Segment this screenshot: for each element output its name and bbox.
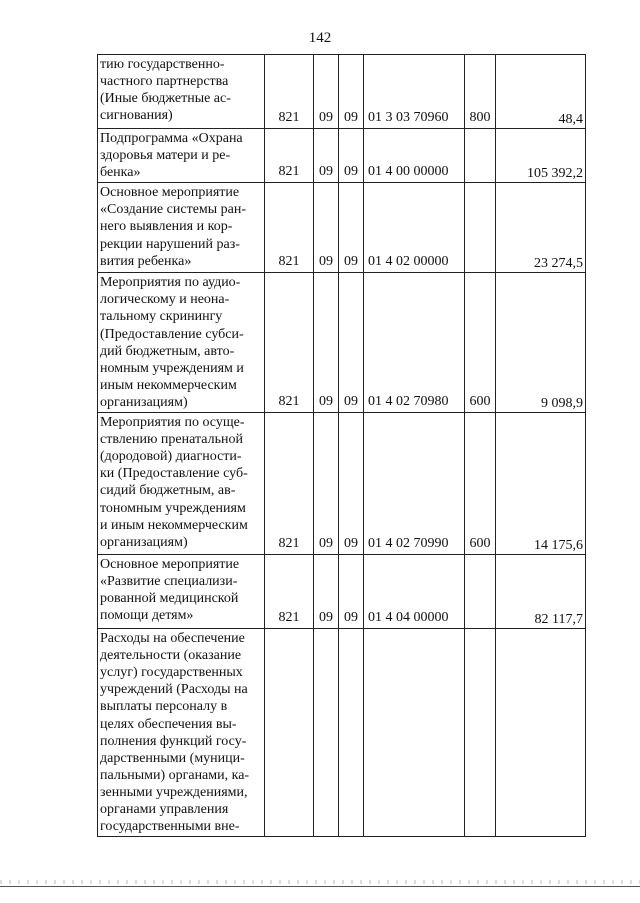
- cell-name-line: иным некоммерческим: [100, 377, 237, 393]
- cell-section: 09: [314, 413, 339, 555]
- cell-name-line: выплаты персоналу в: [100, 699, 228, 715]
- cell-name-line: организациям): [100, 534, 188, 550]
- cell-section: 09: [314, 555, 339, 629]
- table-row: [98, 413, 586, 555]
- footer-line: [0, 886, 640, 887]
- cell-expense-type: [465, 555, 496, 629]
- cell-name-line: Основное мероприятие: [100, 185, 240, 201]
- cell-expense-type: 600: [465, 413, 496, 555]
- cell-admin-code: 821: [265, 413, 314, 555]
- cell-section: 09: [314, 273, 339, 413]
- cell-admin-code: 821: [265, 555, 314, 629]
- cell-name-line: (Предоставление субси-: [100, 326, 244, 342]
- cell-name-line: бенка»: [100, 165, 141, 181]
- cell-subsection: 09: [339, 413, 364, 555]
- table-body: [98, 55, 586, 837]
- cell-amount: 48,4: [496, 55, 586, 129]
- cell-name-line: сигнования): [100, 108, 173, 124]
- cell-admin-code: [265, 629, 314, 837]
- cell-amount: 23 274,5: [496, 183, 586, 273]
- cell-amount: 9 098,9: [496, 273, 586, 413]
- cell-name-line: тономным учреждениям: [100, 500, 246, 516]
- cell-name-line: государственными вне-: [100, 819, 240, 835]
- cell-name: [98, 183, 265, 273]
- cell-name-line: целях обеспечения вы-: [100, 716, 237, 732]
- cell-name-line: услуг) государственных: [100, 665, 243, 681]
- cell-name-line: (Иные бюджетные ас-: [100, 91, 231, 107]
- cell-name-line: «Развитие специализи-: [100, 574, 238, 590]
- cell-name-line: полнения функций госу-: [100, 733, 247, 749]
- cell-target-code: 01 4 02 70990: [364, 413, 465, 555]
- cell-section: 09: [314, 129, 339, 183]
- cell-expense-type: [465, 129, 496, 183]
- cell-expense-type: [465, 629, 496, 837]
- cell-name-line: деятельности (оказание: [100, 648, 242, 664]
- cell-name-line: Мероприятия по осуще-: [100, 415, 245, 431]
- table-row: [98, 555, 586, 629]
- cell-name-line: ствлению пренатальной: [100, 432, 243, 448]
- cell-subsection: 09: [339, 55, 364, 129]
- cell-admin-code: 821: [265, 55, 314, 129]
- cell-name-line: органами управления: [100, 801, 229, 817]
- cell-name-line: сидий бюджетным, ав-: [100, 483, 236, 499]
- cell-section: 09: [314, 183, 339, 273]
- cell-target-code: 01 3 03 70960: [364, 55, 465, 129]
- cell-name-line: частного партнерства: [100, 74, 229, 90]
- cell-amount: 14 175,6: [496, 413, 586, 555]
- cell-name-line: (дородовой) диагности-: [100, 449, 242, 465]
- cell-name-line: Мероприятия по аудио-: [100, 275, 241, 291]
- cell-name-line: него выявления и кор-: [100, 219, 233, 235]
- table-row: [98, 55, 586, 129]
- cell-target-code: [364, 629, 465, 837]
- cell-name: [98, 55, 265, 129]
- cell-expense-type: 600: [465, 273, 496, 413]
- cell-name-line: и иным некоммерческим: [100, 517, 248, 533]
- cell-section: 09: [314, 55, 339, 129]
- cell-name-line: Основное мероприятие: [100, 557, 240, 573]
- table-row: [98, 129, 586, 183]
- cell-name: [98, 629, 265, 837]
- cell-subsection: 09: [339, 183, 364, 273]
- page-number: 142: [308, 30, 332, 46]
- cell-name: [98, 555, 265, 629]
- cell-name-line: дий бюджетным, авто-: [100, 343, 235, 359]
- cell-name-line: тию государственно-: [100, 57, 225, 72]
- cell-name-line: рекции нарушений раз-: [100, 236, 240, 252]
- table-row: [98, 629, 586, 837]
- cell-name-line: тальному скринингу: [100, 309, 223, 325]
- cell-name-line: помощи детям»: [100, 608, 194, 624]
- table-row: [98, 273, 586, 413]
- cell-name-line: зенными учреждениями,: [100, 784, 248, 800]
- cell-name-line: Подпрограмма «Охрана: [100, 131, 243, 146]
- cell-name-line: логическому и неона-: [100, 292, 230, 308]
- cell-amount: 105 392,2: [496, 129, 586, 183]
- cell-name-line: рованной медицинской: [100, 591, 239, 607]
- cell-expense-type: [465, 183, 496, 273]
- cell-subsection: 09: [339, 273, 364, 413]
- cell-name-line: Расходы на обеспечение: [100, 631, 245, 647]
- cell-admin-code: 821: [265, 129, 314, 183]
- cell-target-code: 01 4 02 70980: [364, 273, 465, 413]
- cell-name-line: учреждений (Расходы на: [100, 682, 248, 698]
- cell-name-line: ки (Предоставление суб-: [100, 466, 248, 482]
- cell-name: [98, 413, 265, 555]
- cell-admin-code: 821: [265, 183, 314, 273]
- cell-subsection: [339, 629, 364, 837]
- cell-subsection: 09: [339, 129, 364, 183]
- cell-target-code: 01 4 02 00000: [364, 183, 465, 273]
- cell-admin-code: 821: [265, 273, 314, 413]
- table-row: [98, 183, 586, 273]
- cell-target-code: 01 4 00 00000: [364, 129, 465, 183]
- cell-name-line: «Создание системы ран-: [100, 202, 247, 218]
- cell-name: [98, 273, 265, 413]
- cell-name-line: здоровья матери и ре-: [100, 148, 231, 164]
- cell-name-line: номным учреждениям и: [100, 360, 244, 376]
- cell-name-line: пальными) органами, ка-: [100, 767, 250, 783]
- footer-scan-dots: [0, 880, 640, 884]
- cell-section: [314, 629, 339, 837]
- cell-amount: 82 117,7: [496, 555, 586, 629]
- cell-name: [98, 129, 265, 183]
- cell-amount: [496, 629, 586, 837]
- cell-subsection: 09: [339, 555, 364, 629]
- cell-expense-type: 800: [465, 55, 496, 129]
- cell-target-code: 01 4 04 00000: [364, 555, 465, 629]
- cell-name-line: организациям): [100, 394, 188, 410]
- budget-table: [97, 54, 586, 837]
- cell-name-line: вития ребенка»: [100, 253, 192, 269]
- cell-name-line: дарственными (муници-: [100, 750, 245, 766]
